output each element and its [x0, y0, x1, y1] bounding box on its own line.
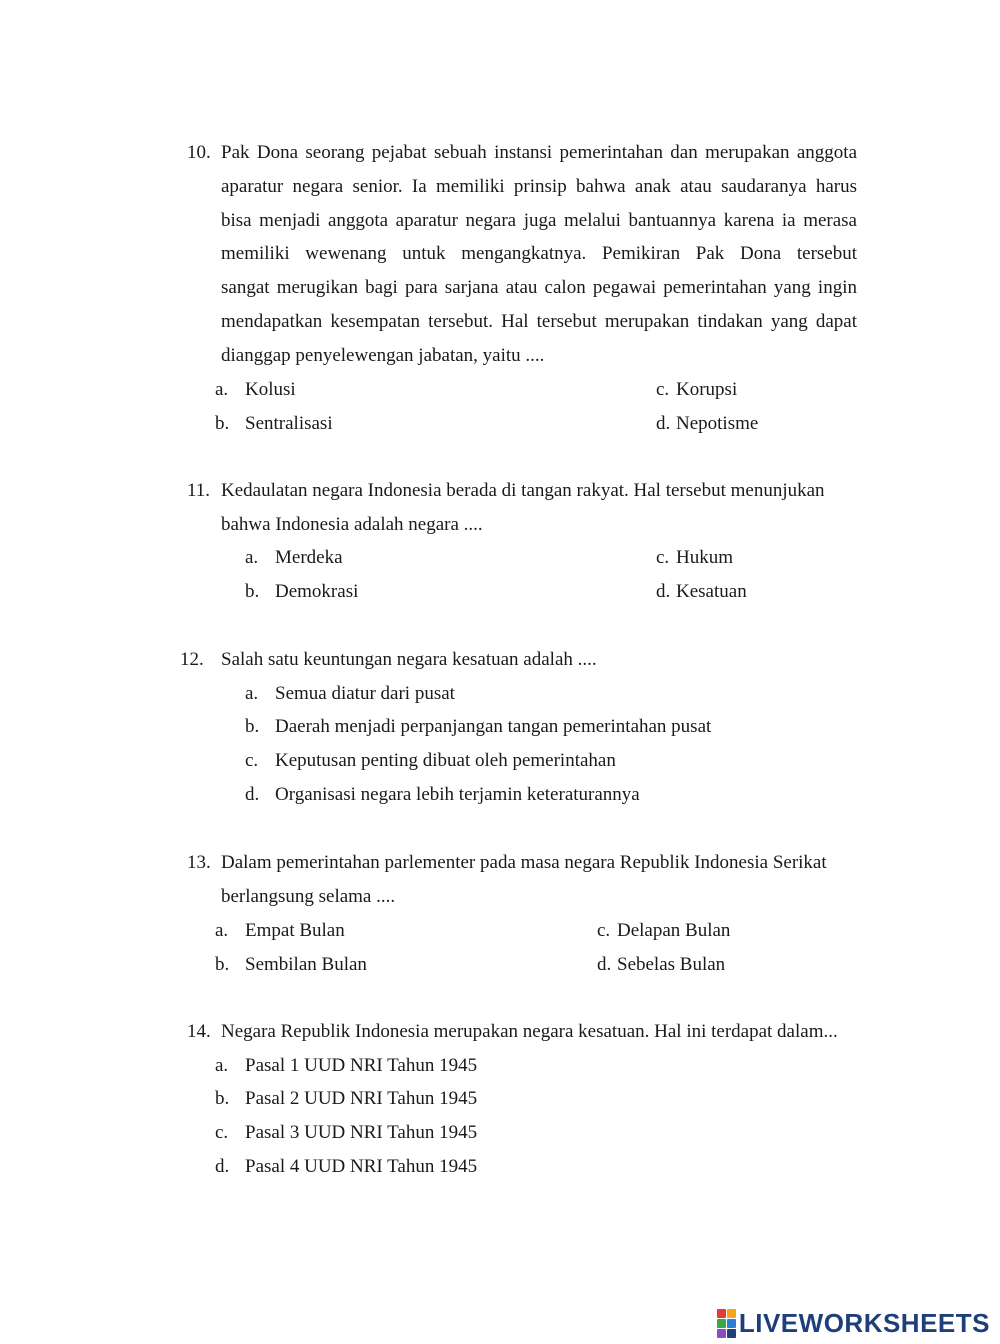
question-text-line: Negara Republik Indonesia merupakan negara kesatuan. Hal ini terdapat dalam...	[221, 1021, 838, 1042]
option-letter: d.	[656, 413, 671, 434]
question-number: 14.	[187, 1021, 211, 1042]
question-text-line: Dalam pemerintahan parlementer pada masa negara Republik Indonesia Serikat	[221, 852, 827, 873]
question-text-line: bahwa Indonesia adalah negara ....	[221, 514, 483, 535]
option-text: Demokrasi	[275, 581, 359, 602]
option-letter: b.	[245, 716, 260, 737]
liveworksheets-logo[interactable]	[717, 1308, 990, 1338]
option-text: Merdeka	[275, 547, 343, 568]
option-text: Hukum	[676, 547, 733, 568]
option-text: Kesatuan	[676, 581, 747, 602]
option-letter: a.	[245, 547, 259, 568]
question-text-line: dianggap penyelewengan jabatan, yaitu ....	[221, 345, 545, 366]
question-text-line: Salah satu keuntungan negara kesatuan adalah ....	[221, 649, 597, 670]
option-letter: d.	[215, 1156, 230, 1177]
option-text: Organisasi negara lebih terjamin keteraturannya	[275, 784, 640, 805]
logo-block	[717, 1309, 726, 1318]
option-letter: d.	[656, 581, 671, 602]
question-text-line: bisa menjadi anggota aparatur negara juga melalui bantuannya karena ia merasa	[221, 210, 857, 231]
question-number: 13.	[187, 852, 211, 873]
logo-block	[727, 1309, 736, 1318]
option-text: Pasal 2 UUD NRI Tahun 1945	[245, 1088, 478, 1109]
option-text: Sentralisasi	[245, 413, 333, 434]
option-text: Keputusan penting dibuat oleh pemerintahan	[275, 750, 616, 771]
option-letter: c.	[215, 1122, 229, 1143]
logo-block	[717, 1319, 726, 1328]
question-text-line: Kedaulatan negara Indonesia berada di tangan rakyat. Hal tersebut menunjukan	[221, 480, 825, 501]
option-letter: c.	[597, 920, 611, 941]
question-number: 10.	[187, 142, 211, 163]
question-text-line: aparatur negara senior. Ia memiliki prinsip bahwa anak atau saudaranya harus	[221, 176, 857, 197]
option-text: Delapan Bulan	[617, 920, 731, 941]
option-text: Sembilan Bulan	[245, 954, 367, 975]
question-text-line: mendapatkan kesempatan tersebut. Hal tersebut merupakan tindakan yang dapat	[221, 311, 857, 332]
logo-block	[727, 1329, 736, 1338]
option-letter: d.	[597, 954, 612, 975]
option-letter: c.	[245, 750, 259, 771]
option-letter: c.	[656, 547, 670, 568]
option-text: Kolusi	[245, 379, 296, 400]
option-letter: b.	[215, 413, 230, 434]
question-text-line: sangat merugikan bagi para sarjana atau calon pegawai pemerintahan yang ingin	[221, 277, 857, 298]
option-letter: a.	[215, 379, 229, 400]
option-letter: b.	[215, 1088, 230, 1109]
liveworksheets-logo-icon	[717, 1309, 736, 1338]
question-text-line: berlangsung selama ....	[221, 886, 396, 907]
question-number: 11.	[187, 480, 211, 501]
logo-block	[717, 1329, 726, 1338]
option-text: Pasal 1 UUD NRI Tahun 1945	[245, 1055, 478, 1076]
logo-text: LIVEWORKSHEETS	[738, 1307, 990, 1338]
option-letter: c.	[656, 379, 670, 400]
option-letter: d.	[245, 784, 260, 805]
option-text: Korupsi	[676, 379, 738, 400]
option-text: Pasal 3 UUD NRI Tahun 1945	[245, 1122, 478, 1143]
option-text: Semua diatur dari pusat	[275, 683, 455, 704]
question-text-line: memiliki wewenang untuk mengangkatnya. Pemikiran Pak Dona tersebut	[221, 243, 857, 264]
option-text: Empat Bulan	[245, 920, 345, 941]
question-number: 12.	[180, 649, 204, 670]
option-text: Daerah menjadi perpanjangan tangan pemerintahan pusat	[275, 716, 712, 737]
option-letter: a.	[245, 683, 259, 704]
option-letter: b.	[245, 581, 260, 602]
option-letter: b.	[215, 954, 230, 975]
question-text-line: Pak Dona seorang pejabat sebuah instansi pemerintahan dan merupakan anggota	[221, 142, 857, 163]
option-text: Pasal 4 UUD NRI Tahun 1945	[245, 1156, 478, 1177]
option-text: Nepotisme	[676, 413, 759, 434]
option-letter: a.	[215, 920, 229, 941]
logo-block	[727, 1319, 736, 1328]
option-text: Sebelas Bulan	[617, 954, 726, 975]
option-letter: a.	[215, 1055, 229, 1076]
